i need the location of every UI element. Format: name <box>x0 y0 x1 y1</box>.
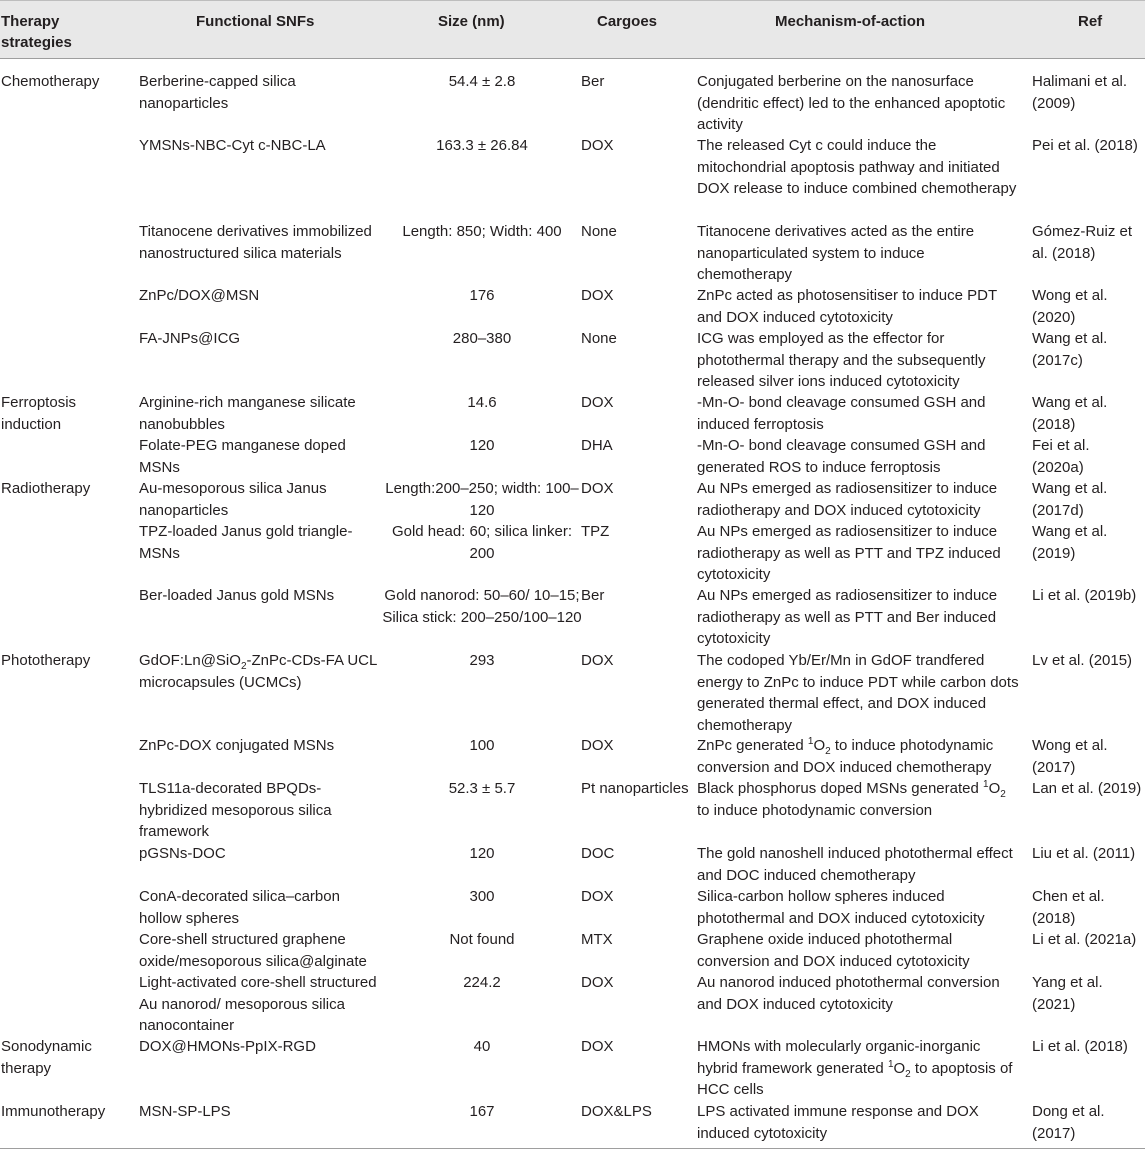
cell-ref: Wang et al. (2019) <box>1032 523 1108 562</box>
cell-mechanism: Au nanorod induced photothermal conversion and DOX induced cytotoxicity <box>697 974 1000 1013</box>
cell-functional-snf: Core-shell structured graphene oxide/mesoporous silica@alginate <box>139 931 367 970</box>
cell-mechanism: The gold nanoshell induced photothermal effect and DOC induced chemotherapy <box>697 845 1013 884</box>
header-mechanism: Mechanism-of-action <box>775 13 926 30</box>
cell-mechanism: Au NPs emerged as radiosensitizer to induce radiotherapy and DOX induced cytotoxicity <box>697 480 998 519</box>
snf-text: GdOF:Ln@SiO <box>139 652 241 669</box>
cell-functional-snf: Berberine-capped silica nanoparticles <box>139 73 296 112</box>
cell-mechanism: LPS activated immune response and DOX induced cytotoxicity <box>697 1103 979 1142</box>
cell-mechanism: -Mn-O- bond cleavage consumed GSH and induced ferroptosis <box>697 394 986 433</box>
cell-functional-snf: Arginine-rich manganese silicate nanobubbles <box>139 394 356 433</box>
cell-cargo: Ber <box>581 587 605 604</box>
cell-therapy-strategy: Sonodynamic therapy <box>1 1038 92 1077</box>
cell-ref: Wang et al. (2017d) <box>1032 480 1108 519</box>
cell-cargo: DOX&LPS <box>581 1103 652 1120</box>
cell-functional-snf: Au-mesoporous silica Janus nanoparticles <box>139 480 327 519</box>
cell-size: 54.4 ± 2.8 <box>448 73 516 90</box>
cell-cargo: DOX <box>581 888 614 905</box>
header-ref: Ref <box>1078 13 1103 30</box>
cell-ref: Lv et al. (2015) <box>1032 652 1133 669</box>
mechanism-text: O <box>988 780 1001 797</box>
cell-mechanism <box>697 735 1020 778</box>
cell-size: 293 <box>469 652 495 669</box>
mechanism-text: to apoptosis of HCC cells <box>697 1059 1013 1098</box>
mechanism-text: to induce photodynamic conversion and DOX induced chemotherapy <box>697 737 994 776</box>
cell-ref: Wong et al. (2017) <box>1032 737 1108 776</box>
cell-functional-snf: Titanocene derivatives immobilized nanostructured silica materials <box>139 223 372 262</box>
cell-cargo: DOX <box>581 737 614 754</box>
cell-ref: Lan et al. (2019) <box>1032 780 1142 797</box>
cell-ref: Li et al. (2018) <box>1032 1038 1128 1055</box>
cell-functional-snf: TPZ-loaded Janus gold triangle-MSNs <box>139 523 353 562</box>
cell-size: Length: 850; Width: 400 <box>402 223 562 240</box>
cell-cargo: DOX <box>581 287 614 304</box>
cell-ref: Pei et al. (2018) <box>1032 137 1138 154</box>
cell-size: Not found <box>449 931 515 948</box>
cell-functional-snf: Light-activated core-shell structured Au nanorod/ mesoporous silica nanocontainer <box>139 974 377 1034</box>
cell-functional-snf: YMSNs-NBC-Cyt c-NBC-LA <box>139 137 326 154</box>
cell-mechanism: Au NPs emerged as radiosensitizer to induce radiotherapy as well as PTT and Ber induced cytotoxicity <box>697 587 998 647</box>
cell-mechanism: Au NPs emerged as radiosensitizer to induce radiotherapy as well as PTT and TPZ induced cytotoxicity <box>697 523 1001 583</box>
cell-mechanism: The released Cyt c could induce the mitochondrial apoptosis pathway and initiated DOX release to induce combined chemotherapy <box>697 137 1017 197</box>
mechanism-superscript: 1 <box>983 779 989 790</box>
cell-functional-snf: ConA-decorated silica–carbon hollow spheres <box>139 888 340 927</box>
cell-cargo: DHA <box>581 437 613 454</box>
cell-therapy-strategy: Immunotherapy <box>1 1103 106 1120</box>
table-bottom-rule <box>0 1148 1145 1149</box>
cell-functional-snf: MSN-SP-LPS <box>139 1103 231 1120</box>
cell-size: 176 <box>469 287 495 304</box>
cell-mechanism: Silica-carbon hollow spheres induced photothermal and DOX induced cytotoxicity <box>697 888 985 927</box>
cell-ref: Dong et al. (2017) <box>1032 1103 1105 1142</box>
cell-functional-snf: Folate-PEG manganese doped MSNs <box>139 437 346 476</box>
cell-cargo: None <box>581 223 617 240</box>
cell-functional-snf: ZnPc/DOX@MSN <box>139 287 260 304</box>
cell-size: Gold nanorod: 50–60/ 10–15; Silica stick: 200–250/100–120 <box>382 587 582 626</box>
cell-ref: Halimani et al. (2009) <box>1032 73 1128 112</box>
cell-therapy-strategy: Ferroptosis induction <box>1 394 77 433</box>
cell-size: Length:200–250; width: 100–120 <box>385 480 579 519</box>
cell-mechanism: ICG was employed as the effector for photothermal therapy and the subsequently released silver ions induced cytotoxicity <box>697 330 986 390</box>
cell-therapy-strategy: Radiotherapy <box>1 480 91 497</box>
cell-ref: Fei et al. (2020a) <box>1032 437 1090 476</box>
cell-size: 40 <box>473 1038 491 1055</box>
cell-mechanism: -Mn-O- bond cleavage consumed GSH and generated ROS to induce ferroptosis <box>697 437 986 476</box>
cell-functional-snf: ZnPc-DOX conjugated MSNs <box>139 737 335 754</box>
table-header <box>0 0 1145 59</box>
cell-size: 14.6 <box>467 394 497 411</box>
cell-mechanism: Titanocene derivatives acted as the entire nanoparticulated system to induce chemotherapy <box>697 223 975 283</box>
header-cargoes: Cargoes <box>597 13 658 30</box>
cell-mechanism: The codoped Yb/Er/Mn in GdOF trandfered energy to ZnPc to induce PDT while carbon dots generated thermal effect, and DOX induced chemotherapy <box>697 652 1019 734</box>
cell-size: 167 <box>469 1103 495 1120</box>
cell-cargo: DOX <box>581 1038 614 1055</box>
mechanism-text: Black phosphorus doped MSNs generated <box>697 780 984 797</box>
cell-functional-snf: TLS11a-decorated BPQDs-hybridized mesoporous silica framework <box>139 780 332 840</box>
mechanism-text: O <box>893 1059 906 1077</box>
snf-text: -ZnPc-CDs-FA UCL microcapsules (UCMCs) <box>139 652 377 691</box>
header-functional-snfs: Functional SNFs <box>196 13 315 30</box>
mechanism-text: to induce photodynamic conversion <box>697 801 933 819</box>
cell-size: 163.3 ± 26.84 <box>436 137 528 154</box>
cell-cargo: DOX <box>581 974 614 991</box>
header-size: Size (nm) <box>438 13 505 30</box>
mechanism-text: ZnPc generated <box>697 737 808 754</box>
cell-size: 100 <box>469 737 495 754</box>
cell-mechanism: Graphene oxide induced photothermal conversion and DOX induced cytotoxicity <box>697 931 970 970</box>
cell-cargo: DOC <box>581 845 615 862</box>
cell-size: 300 <box>469 888 495 905</box>
cell-cargo: MTX <box>581 931 613 948</box>
mechanism-text: HMONs with molecularly organic-inorganic hybrid framework generated <box>697 1038 981 1077</box>
cell-mechanism: Conjugated berberine on the nanosurface (dendritic effect) led to the enhanced apoptotic activity <box>697 73 1006 133</box>
cell-ref: Gómez-Ruiz et al. (2018) <box>1032 223 1133 262</box>
cell-functional-snf: pGSNs-DOC <box>139 845 226 862</box>
cell-ref: Wang et al. (2017c) <box>1032 330 1108 369</box>
cell-ref: Li et al. (2019b) <box>1032 587 1137 604</box>
mechanism-superscript: 1 <box>887 1058 894 1070</box>
cell-size: 224.2 <box>463 974 501 991</box>
cell-therapy-strategy: Chemotherapy <box>1 73 100 90</box>
cell-functional-snf: Ber-loaded Janus gold MSNs <box>139 587 335 604</box>
mechanism-text: O <box>813 737 826 754</box>
cell-size: 52.3 ± 5.7 <box>448 780 516 797</box>
snf-subscript: 2 <box>240 661 247 672</box>
cell-cargo: Pt nanoparticles <box>581 780 689 797</box>
cell-mechanism <box>697 778 1020 821</box>
mechanism-subscript: 2 <box>825 746 831 757</box>
cell-ref: Li et al. (2021a) <box>1032 931 1137 948</box>
cell-cargo: DOX <box>581 394 614 411</box>
cell-cargo: None <box>581 330 617 347</box>
cell-ref: Chen et al. (2018) <box>1032 888 1105 927</box>
mechanism-subscript: 2 <box>905 1068 911 1080</box>
cell-size: 280–380 <box>452 330 512 347</box>
cell-functional-snf: DOX@HMONs-PpIX-RGD <box>139 1038 316 1055</box>
cell-mechanism: ZnPc acted as photosensitiser to induce PDT and DOX induced cytotoxicity <box>697 287 997 326</box>
cell-size: 120 <box>469 437 495 454</box>
cell-functional-snf <box>139 650 379 693</box>
cell-ref: Wang et al. (2018) <box>1032 394 1108 433</box>
cell-mechanism <box>697 1036 1020 1101</box>
cell-cargo: TPZ <box>581 523 610 540</box>
cell-ref: Yang et al. (2021) <box>1032 974 1103 1013</box>
cell-cargo: DOX <box>581 480 614 497</box>
mechanism-subscript: 2 <box>1000 789 1006 800</box>
cell-ref: Wong et al. (2020) <box>1032 287 1108 326</box>
cell-size: 120 <box>469 845 495 862</box>
mechanism-superscript: 1 <box>807 736 814 747</box>
cell-therapy-strategy: Phototherapy <box>1 652 91 669</box>
cell-cargo: DOX <box>581 652 614 669</box>
cell-ref: Liu et al. (2011) <box>1032 845 1136 862</box>
cell-size: Gold head: 60; silica linker: 200 <box>391 523 573 562</box>
cell-cargo: DOX <box>581 137 614 154</box>
header-therapy-strategies: Therapy strategies <box>1 13 72 51</box>
cell-functional-snf: FA-JNPs@ICG <box>139 330 241 347</box>
cell-cargo: Ber <box>581 73 605 90</box>
